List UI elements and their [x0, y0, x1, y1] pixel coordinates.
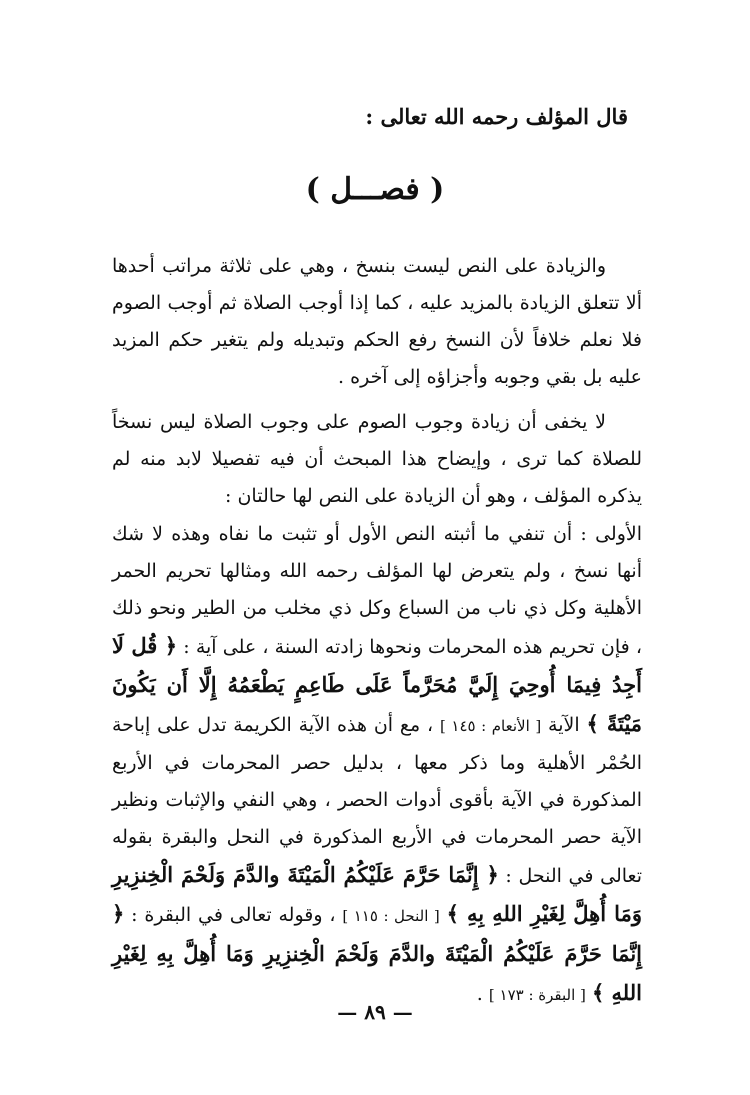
paragraph-3-text-b: الآية	[548, 714, 580, 736]
section-heading: قال المؤلف رحمه الله تعالى :	[365, 104, 628, 129]
paragraph-1-text: والزيادة على النص ليست بنسخ ، وهي على ثلاثة مراتب أحدها ألا تتعلق الزيادة بالمزيد عليه ، كما إذا أوجب الصلاة ثم أوجب الصوم فلا نعلم خلافاً لأن النسخ رفع الحكم وتبديله ولم يتغير حكم المزيد عليه بل بقي وجوبه وأجزاؤه إلى آخره .	[112, 255, 642, 388]
page-number: — ٨٩ —	[337, 1000, 413, 1024]
paragraph-3	[112, 516, 642, 1014]
paragraph-3-text-e: .	[476, 983, 483, 1005]
paragraph-3-text-c: ، مع أن هذه الآية الكريمة تدل على إباحة الحُمْر الأهلية وما ذكر معها ، بدليل حصر المحرمات في الأربع المذكورة في الآية بأقوى أدوات الحصر ، وهي النفي والإثبات ونظير الآية حصر المحرمات في الأربع المذكورة في النحل والبقرة بقوله تعالى في النحل :	[112, 714, 642, 887]
quran-verse-anam: ﴿ قُل لَا أَجِدُ فِيمَا أُوحِيَ إِلَيَّ مُحَرَّماً عَلَى طَاعِمٍ يَطْعَمُهُ إِلَّا أَن يَكُونَ مَيْتَةً ﴾	[112, 633, 643, 736]
paragraph-2	[112, 404, 642, 515]
paragraph-1	[112, 248, 642, 396]
verse-reference-anam: [ الأنعام : ١٤٥ ]	[440, 717, 542, 735]
paragraph-2-text: لا يخفى أن زيادة وجوب الصوم على وجوب الصلاة ليس نسخاً للصلاة كما ترى ، وإيضاح هذا المبحث أن فيه تفصيلا لابد منه لم يذكره المؤلف ، وهو أن الزيادة على النص لها حالتان :	[112, 411, 642, 507]
chapter-title: ( فصـــل )	[305, 172, 445, 207]
verse-reference-baqara: [ البقرة : ١٧٣ ]	[488, 986, 586, 1004]
paragraph-3-text-a: الأولى : أن تنفي ما أثبته النص الأول أو تثبت ما نفاه وهذه لا شك أنها نسخ ، ولم يتعرض لها المؤلف رحمه الله ومثالها تحريم الحمر الأهلية وكل ذي ناب من السباع وكل ذي مخلب من الطير ونحو ذلك ، فإن تحريم هذه المحرمات ونحوها زادته السنة ، على آية :	[112, 523, 642, 658]
quran-verse-nahl: ﴿ إِنَّمَا حَرَّمَ عَلَيْكُمُ الْمَيْتَةَ والدَّمَ وَلَحْمَ الْخِنزِيرِ وَمَا أُهِلَّ لِغَيْرِ اللهِ بِهِ ﴾	[112, 862, 642, 926]
paragraph-3-text-d: ، وقوله تعالى في البقرة :	[131, 904, 336, 926]
quran-verse-baqara: ﴿ إِنَّمَا حَرَّمَ عَلَيْكُمُ الْمَيْتَةَ والدَّمَ وَلَحْمَ الْخِنزِيرِ وَمَا أُهِلَّ بِهِ لِغَيْرِ اللهِ ﴾	[112, 901, 642, 1005]
verse-reference-nahl: [ النحل : ١١٥ ]	[342, 907, 440, 925]
